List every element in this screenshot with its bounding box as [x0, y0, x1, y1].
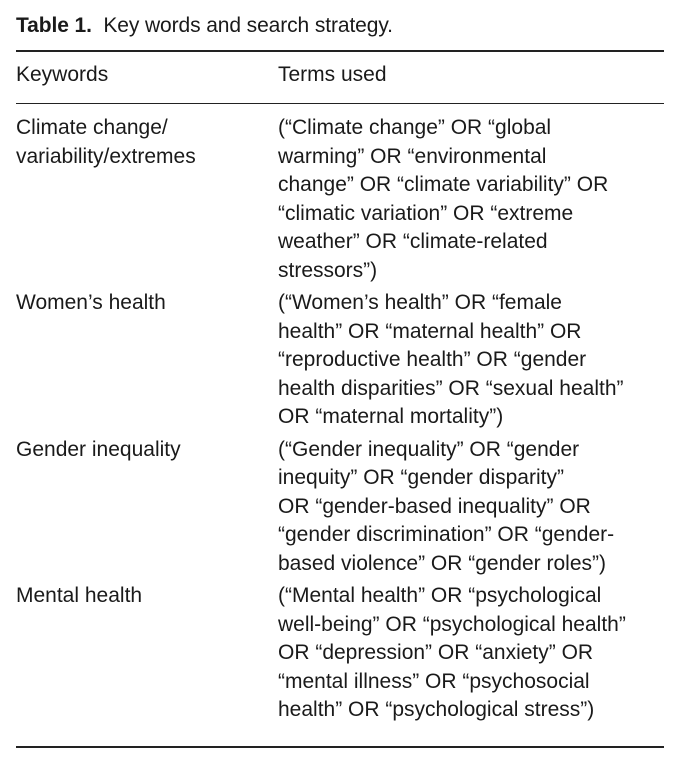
terms-line: “gender discrimination” OR “gender-	[278, 523, 615, 546]
terms-line: (“Gender inequality” OR “gender	[278, 437, 580, 461]
table-label: Table 1.	[16, 14, 92, 37]
terms-line: change” OR “climate variability” OR	[278, 173, 609, 196]
keyword-line: Gender inequality	[16, 437, 181, 461]
terms-cell	[278, 114, 664, 285]
terms-line: weather” OR “climate-related	[278, 230, 548, 253]
terms-line: (“Women’s health” OR “female	[278, 291, 562, 314]
terms-line: health” OR “psychological stress”)	[278, 698, 595, 721]
table-caption	[16, 14, 393, 38]
keyword-cell	[16, 436, 278, 579]
keyword-cell	[16, 289, 278, 432]
table-body	[16, 114, 664, 729]
terms-line: well-being” OR “psychological health”	[278, 612, 626, 636]
terms-cell	[278, 436, 664, 579]
terms-line: “mental illness” OR “psychosocial	[278, 669, 590, 693]
header-keywords: Keywords	[16, 63, 109, 86]
terms-line: (“Mental health” OR “psychological	[278, 584, 602, 607]
terms-cell	[278, 582, 664, 725]
terms-line: OR “depression” OR “anxiety” OR	[278, 641, 594, 664]
terms-cell	[278, 289, 664, 432]
table-row	[16, 114, 664, 289]
bottom-rule	[16, 746, 664, 748]
terms-line: health” OR “maternal health” OR	[278, 319, 582, 343]
table-row	[16, 289, 664, 436]
keyword-cell	[16, 114, 278, 285]
header-terms-used: Terms used	[278, 63, 387, 86]
terms-line: warming” OR “environmental	[278, 144, 547, 168]
keyword-cell	[16, 582, 278, 725]
terms-line: health disparities” OR “sexual health”	[278, 376, 624, 400]
terms-line: “climatic variation” OR “extreme	[278, 201, 574, 225]
terms-line: stressors”)	[278, 258, 378, 282]
terms-line: OR “gender-based inequality” OR	[278, 494, 591, 518]
terms-line: “reproductive health” OR “gender	[278, 348, 587, 371]
keyword-line: Climate change/	[16, 116, 168, 139]
table-row	[16, 436, 664, 583]
header-rule	[16, 103, 664, 104]
table-row	[16, 582, 664, 729]
terms-line: OR “maternal mortality”)	[278, 405, 504, 428]
table-caption-text: Key words and search strategy.	[103, 14, 393, 37]
terms-line: (“Climate change” OR “global	[278, 116, 552, 139]
keyword-line: variability/extremes	[16, 144, 196, 168]
keyword-line: Women’s health	[16, 291, 166, 314]
terms-line: based violence” OR “gender roles”)	[278, 551, 606, 575]
keyword-line: Mental health	[16, 584, 143, 607]
top-rule	[16, 50, 664, 52]
terms-line: inequity” OR “gender disparity”	[278, 466, 564, 489]
